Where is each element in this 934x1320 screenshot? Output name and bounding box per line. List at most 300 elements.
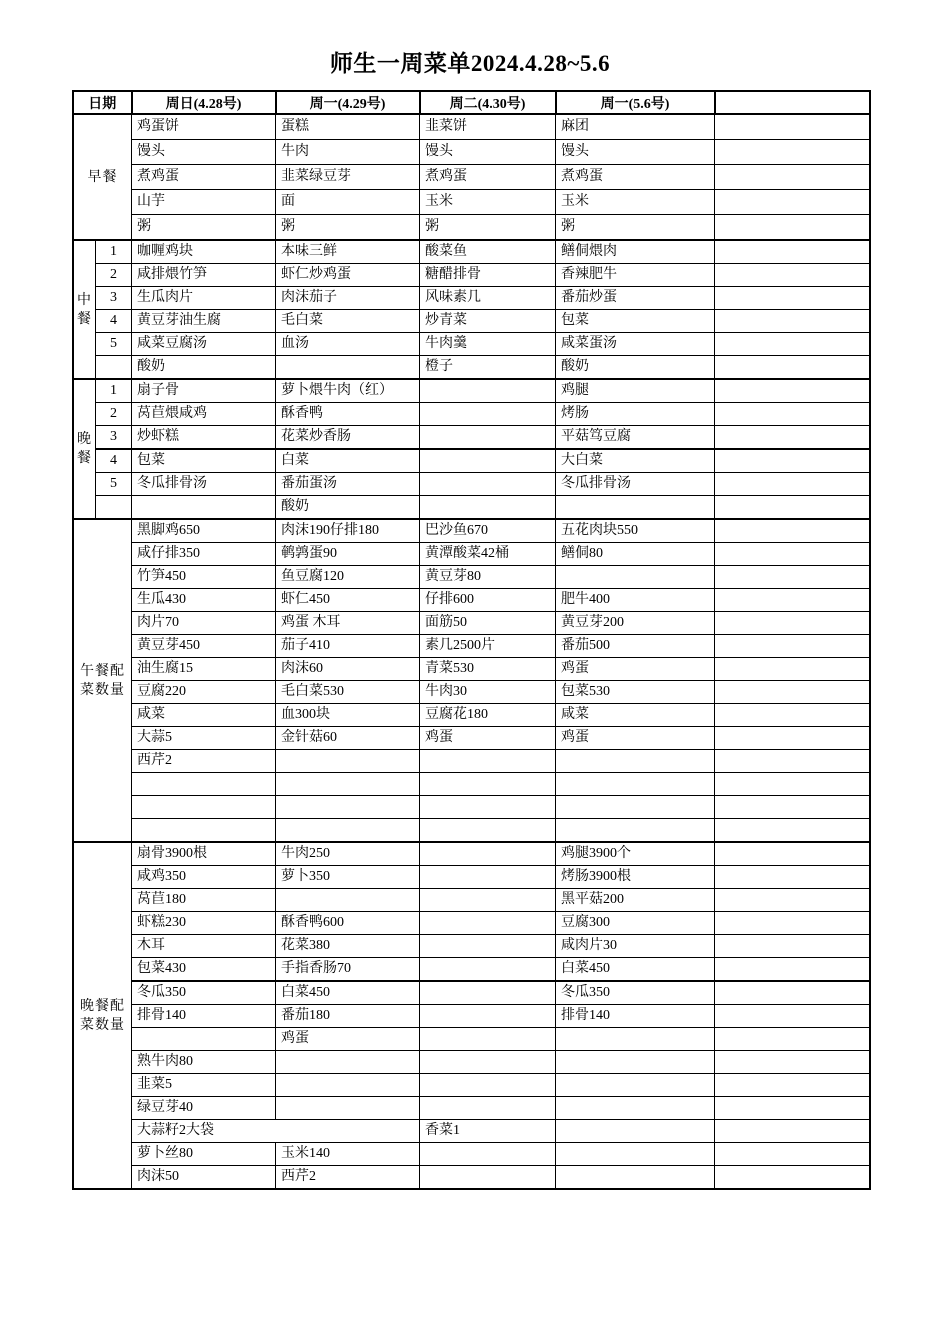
menu-cell <box>715 310 870 333</box>
menu-cell <box>715 866 870 889</box>
menu-cell <box>715 566 870 589</box>
menu-cell: 黄豆芽80 <box>420 566 556 589</box>
menu-cell <box>132 1028 276 1051</box>
menu-cell <box>276 356 420 380</box>
menu-cell: 山芋 <box>132 190 276 215</box>
menu-cell <box>132 796 276 819</box>
menu-cell: 咖喱鸡块 <box>132 240 276 264</box>
menu-cell <box>715 842 870 866</box>
menu-cell: 鹌鹑蛋90 <box>276 543 420 566</box>
menu-cell: 番茄蛋汤 <box>276 473 420 496</box>
menu-cell: 花菜炒香肠 <box>276 426 420 450</box>
menu-cell <box>420 866 556 889</box>
menu-cell: 黄潭酸菜42桶 <box>420 543 556 566</box>
table-body <box>73 114 870 1189</box>
menu-cell <box>715 1120 870 1143</box>
table-row <box>73 842 870 866</box>
menu-cell <box>715 287 870 310</box>
menu-cell <box>715 681 870 704</box>
header-day-5 <box>715 91 870 114</box>
menu-cell <box>715 1005 870 1028</box>
table-row <box>73 727 870 750</box>
table-row <box>73 1028 870 1051</box>
menu-cell <box>276 750 420 773</box>
menu-cell: 咸菜 <box>132 704 276 727</box>
menu-cell <box>420 1005 556 1028</box>
menu-cell <box>715 333 870 356</box>
menu-cell: 酥香鸭 <box>276 403 420 426</box>
menu-cell: 馒头 <box>556 140 715 165</box>
menu-cell <box>420 981 556 1005</box>
menu-cell <box>276 796 420 819</box>
menu-cell: 本味三鲜 <box>276 240 420 264</box>
table-row <box>73 356 870 380</box>
menu-cell: 鳝侗煨肉 <box>556 240 715 264</box>
menu-cell: 炒虾糕 <box>132 426 276 450</box>
menu-cell: 蛋糕 <box>276 114 420 140</box>
table-row <box>73 426 870 450</box>
menu-cell: 肉沫60 <box>276 658 420 681</box>
menu-cell: 白菜 <box>276 449 420 473</box>
menu-cell: 烤肠3900根 <box>556 866 715 889</box>
menu-cell: 毛白菜530 <box>276 681 420 704</box>
menu-cell <box>132 496 276 520</box>
menu-cell: 粥 <box>556 215 715 241</box>
menu-cell: 咸鸡350 <box>132 866 276 889</box>
page-title: 师生一周菜单2024.4.28~5.6 <box>329 51 611 76</box>
table-row <box>73 519 870 543</box>
table-row <box>73 635 870 658</box>
table-row <box>73 1166 870 1190</box>
menu-cell: 鸡蛋 木耳 <box>276 612 420 635</box>
menu-cell <box>420 750 556 773</box>
row-number: 5 <box>96 473 132 496</box>
section-label: 早餐 <box>73 114 132 240</box>
menu-cell <box>715 356 870 380</box>
menu-cell: 豆腐花180 <box>420 704 556 727</box>
menu-cell: 黑平菇200 <box>556 889 715 912</box>
table-row <box>73 912 870 935</box>
menu-cell <box>715 240 870 264</box>
table-row <box>73 658 870 681</box>
menu-cell <box>556 819 715 843</box>
menu-cell <box>420 1166 556 1190</box>
table-row <box>73 215 870 241</box>
menu-cell: 酸菜鱼 <box>420 240 556 264</box>
table-row <box>73 1097 870 1120</box>
menu-cell <box>715 519 870 543</box>
table-row <box>73 140 870 165</box>
menu-cell: 虾仁450 <box>276 589 420 612</box>
table-row <box>73 287 870 310</box>
menu-cell <box>715 1028 870 1051</box>
menu-cell: 油生腐15 <box>132 658 276 681</box>
menu-cell <box>276 819 420 843</box>
menu-cell: 黄豆芽450 <box>132 635 276 658</box>
table-row <box>73 496 870 520</box>
menu-cell: 鸡蛋 <box>420 727 556 750</box>
menu-cell: 手指香肠70 <box>276 958 420 982</box>
menu-cell: 馒头 <box>420 140 556 165</box>
menu-cell <box>715 1097 870 1120</box>
table-row <box>73 379 870 403</box>
menu-cell <box>420 935 556 958</box>
row-number: 5 <box>96 333 132 356</box>
menu-cell: 酸奶 <box>276 496 420 520</box>
menu-cell: 平菇笃豆腐 <box>556 426 715 450</box>
menu-cell: 馒头 <box>132 140 276 165</box>
menu-cell <box>715 1143 870 1166</box>
menu-cell: 面 <box>276 190 420 215</box>
menu-cell: 青菜530 <box>420 658 556 681</box>
menu-cell <box>715 958 870 982</box>
menu-cell: 麻团 <box>556 114 715 140</box>
menu-cell: 虾糕230 <box>132 912 276 935</box>
table-row <box>73 165 870 190</box>
menu-cell: 冬瓜350 <box>556 981 715 1005</box>
menu-cell: 生瓜430 <box>132 589 276 612</box>
menu-cell <box>715 1166 870 1190</box>
section-label: 晚餐配菜数量 <box>73 842 132 1189</box>
menu-cell: 毛白菜 <box>276 310 420 333</box>
menu-cell: 咸肉片30 <box>556 935 715 958</box>
menu-cell <box>420 842 556 866</box>
menu-cell <box>276 1051 420 1074</box>
menu-cell <box>420 889 556 912</box>
menu-cell: 竹笋450 <box>132 566 276 589</box>
menu-cell: 素几2500片 <box>420 635 556 658</box>
table-row <box>73 819 870 843</box>
menu-cell: 番茄180 <box>276 1005 420 1028</box>
table-row <box>73 1074 870 1097</box>
menu-cell <box>715 543 870 566</box>
menu-cell <box>715 704 870 727</box>
menu-cell: 香辣肥牛 <box>556 264 715 287</box>
table-row <box>73 866 870 889</box>
menu-cell: 血汤 <box>276 333 420 356</box>
menu-cell: 白菜450 <box>276 981 420 1005</box>
menu-cell: 包菜 <box>556 310 715 333</box>
menu-cell: 大蒜5 <box>132 727 276 750</box>
menu-cell: 鸡蛋饼 <box>132 114 276 140</box>
table-row <box>73 240 870 264</box>
menu-cell: 韭菜5 <box>132 1074 276 1097</box>
table-row <box>73 566 870 589</box>
menu-cell <box>276 1074 420 1097</box>
menu-cell: 大白菜 <box>556 449 715 473</box>
menu-cell: 鸡蛋 <box>556 727 715 750</box>
menu-cell <box>556 1143 715 1166</box>
table-row <box>73 1143 870 1166</box>
menu-cell: 橙子 <box>420 356 556 380</box>
menu-cell <box>420 1074 556 1097</box>
menu-cell: 炒青菜 <box>420 310 556 333</box>
menu-cell: 豆腐300 <box>556 912 715 935</box>
menu-cell: 糖醋排骨 <box>420 264 556 287</box>
menu-cell: 萝卜丝80 <box>132 1143 276 1166</box>
menu-cell <box>556 1028 715 1051</box>
menu-cell: 酸奶 <box>556 356 715 380</box>
menu-cell <box>715 190 870 215</box>
menu-cell <box>420 1051 556 1074</box>
menu-cell: 牛肉250 <box>276 842 420 866</box>
menu-cell: 牛肉30 <box>420 681 556 704</box>
menu-cell: 酥香鸭600 <box>276 912 420 935</box>
menu-cell: 牛肉羹 <box>420 333 556 356</box>
menu-cell <box>715 612 870 635</box>
menu-cell <box>556 1120 715 1143</box>
menu-cell: 西芹2 <box>132 750 276 773</box>
menu-cell: 萝卜煨牛肉（红） <box>276 379 420 403</box>
menu-cell <box>715 819 870 843</box>
menu-cell: 肉沫190仔排180 <box>276 519 420 543</box>
row-number: 2 <box>96 403 132 426</box>
row-number <box>96 496 132 520</box>
menu-cell: 酸奶 <box>132 356 276 380</box>
menu-cell: 煮鸡蛋 <box>556 165 715 190</box>
menu-cell <box>420 449 556 473</box>
menu-cell <box>556 496 715 520</box>
menu-cell <box>715 981 870 1005</box>
menu-cell: 咸菜 <box>556 704 715 727</box>
menu-cell: 排骨140 <box>132 1005 276 1028</box>
menu-cell: 萝卜350 <box>276 866 420 889</box>
menu-cell: 排骨140 <box>556 1005 715 1028</box>
menu-cell <box>715 140 870 165</box>
menu-cell: 熟牛肉80 <box>132 1051 276 1074</box>
table-header <box>73 91 870 114</box>
menu-cell: 鱼豆腐120 <box>276 566 420 589</box>
menu-cell <box>715 889 870 912</box>
table-row <box>73 704 870 727</box>
menu-cell: 面筋50 <box>420 612 556 635</box>
menu-cell: 仔排600 <box>420 589 556 612</box>
menu-cell: 番茄500 <box>556 635 715 658</box>
menu-cell <box>420 912 556 935</box>
menu-cell: 粥 <box>276 215 420 241</box>
menu-cell: 肥牛400 <box>556 589 715 612</box>
menu-cell <box>715 215 870 241</box>
row-number: 1 <box>96 240 132 264</box>
menu-cell <box>715 114 870 140</box>
menu-cell: 玉米140 <box>276 1143 420 1166</box>
menu-cell <box>715 912 870 935</box>
table-row <box>73 1005 870 1028</box>
menu-cell: 豆腐220 <box>132 681 276 704</box>
menu-cell: 肉片70 <box>132 612 276 635</box>
table-row <box>73 612 870 635</box>
menu-cell: 风味素几 <box>420 287 556 310</box>
menu-cell: 肉沫茄子 <box>276 287 420 310</box>
row-number: 3 <box>96 426 132 450</box>
menu-cell <box>276 1097 420 1120</box>
table-row <box>73 310 870 333</box>
menu-cell <box>715 796 870 819</box>
menu-table <box>72 90 871 1190</box>
table-row <box>73 750 870 773</box>
menu-cell <box>420 403 556 426</box>
menu-cell <box>715 426 870 450</box>
menu-cell <box>715 264 870 287</box>
menu-cell <box>715 403 870 426</box>
header-day-3: 周二(4.30号) <box>420 91 556 114</box>
table-row <box>73 981 870 1005</box>
header-day-1: 周日(4.28号) <box>132 91 276 114</box>
menu-cell: 韭菜饼 <box>420 114 556 140</box>
table-row <box>73 1051 870 1074</box>
menu-cell: 咸仔排350 <box>132 543 276 566</box>
menu-cell: 包菜530 <box>556 681 715 704</box>
menu-cell <box>420 379 556 403</box>
menu-cell <box>715 658 870 681</box>
menu-cell: 木耳 <box>132 935 276 958</box>
menu-cell <box>556 750 715 773</box>
menu-cell <box>276 773 420 796</box>
menu-cell: 鸡蛋 <box>556 658 715 681</box>
menu-cell <box>715 473 870 496</box>
table-row <box>73 935 870 958</box>
table-row <box>73 543 870 566</box>
table-row <box>73 773 870 796</box>
menu-cell <box>556 566 715 589</box>
table-row <box>73 1120 870 1143</box>
menu-cell: 血300块 <box>276 704 420 727</box>
menu-cell: 咸菜蛋汤 <box>556 333 715 356</box>
menu-cell: 绿豆芽40 <box>132 1097 276 1120</box>
menu-cell: 虾仁炒鸡蛋 <box>276 264 420 287</box>
menu-cell: 金针菇60 <box>276 727 420 750</box>
menu-cell <box>420 1097 556 1120</box>
menu-cell <box>556 1051 715 1074</box>
menu-cell: 鸡蛋 <box>276 1028 420 1051</box>
menu-cell <box>420 796 556 819</box>
menu-cell: 巴沙鱼670 <box>420 519 556 543</box>
table-row <box>73 681 870 704</box>
menu-cell: 粥 <box>132 215 276 241</box>
menu-cell: 咸排煨竹笋 <box>132 264 276 287</box>
table-row <box>73 190 870 215</box>
menu-cell <box>420 473 556 496</box>
menu-cell: 冬瓜排骨汤 <box>556 473 715 496</box>
menu-cell: 玉米 <box>556 190 715 215</box>
menu-cell <box>420 496 556 520</box>
menu-cell: 鳝侗80 <box>556 543 715 566</box>
menu-cell: 煮鸡蛋 <box>420 165 556 190</box>
menu-cell <box>556 773 715 796</box>
menu-cell <box>715 773 870 796</box>
menu-cell: 茄子410 <box>276 635 420 658</box>
table-row <box>73 889 870 912</box>
row-number <box>96 356 132 380</box>
menu-cell: 黑脚鸡650 <box>132 519 276 543</box>
menu-cell: 黄豆芽200 <box>556 612 715 635</box>
menu-cell <box>420 426 556 450</box>
row-number: 1 <box>96 379 132 403</box>
menu-cell <box>420 773 556 796</box>
row-number: 3 <box>96 287 132 310</box>
table-row <box>73 264 870 287</box>
menu-cell <box>420 958 556 982</box>
section-label: 晚餐 <box>73 379 96 519</box>
menu-cell: 花菜380 <box>276 935 420 958</box>
row-number: 2 <box>96 264 132 287</box>
table-row <box>73 333 870 356</box>
menu-cell <box>132 819 276 843</box>
menu-cell: 包菜 <box>132 449 276 473</box>
menu-cell: 番茄炒蛋 <box>556 287 715 310</box>
menu-cell <box>420 1028 556 1051</box>
menu-cell <box>715 165 870 190</box>
menu-cell <box>276 889 420 912</box>
menu-cell <box>715 589 870 612</box>
menu-cell: 西芹2 <box>276 1166 420 1190</box>
menu-cell: 韭菜绿豆芽 <box>276 165 420 190</box>
menu-cell: 煮鸡蛋 <box>132 165 276 190</box>
menu-cell: 白菜450 <box>556 958 715 982</box>
menu-cell <box>556 796 715 819</box>
menu-cell: 咸菜豆腐汤 <box>132 333 276 356</box>
table-row <box>73 473 870 496</box>
header-date: 日期 <box>73 91 132 114</box>
menu-cell: 玉米 <box>420 190 556 215</box>
menu-cell <box>715 1074 870 1097</box>
table-row <box>73 796 870 819</box>
header-day-4: 周一(5.6号) <box>556 91 715 114</box>
menu-cell <box>556 1166 715 1190</box>
table-row <box>73 403 870 426</box>
menu-cell <box>556 1097 715 1120</box>
menu-cell <box>420 819 556 843</box>
menu-cell <box>715 727 870 750</box>
menu-cell: 扇子骨 <box>132 379 276 403</box>
menu-cell <box>715 496 870 520</box>
table-row <box>73 114 870 140</box>
row-number: 4 <box>96 449 132 473</box>
menu-cell <box>556 1074 715 1097</box>
menu-cell <box>715 635 870 658</box>
table-row <box>73 958 870 982</box>
menu-cell: 五花肉块550 <box>556 519 715 543</box>
menu-cell: 黄豆芽油生腐 <box>132 310 276 333</box>
section-label: 中餐 <box>73 240 96 379</box>
table-row <box>73 449 870 473</box>
menu-cell <box>132 773 276 796</box>
menu-cell: 冬瓜350 <box>132 981 276 1005</box>
menu-cell: 粥 <box>420 215 556 241</box>
menu-cell <box>715 935 870 958</box>
menu-cell: 牛肉 <box>276 140 420 165</box>
menu-cell <box>715 750 870 773</box>
menu-cell <box>420 1143 556 1166</box>
table-row <box>73 589 870 612</box>
menu-cell: 大蒜籽2大袋 <box>132 1120 420 1143</box>
menu-cell: 鸡腿 <box>556 379 715 403</box>
row-number: 4 <box>96 310 132 333</box>
menu-cell: 冬瓜排骨汤 <box>132 473 276 496</box>
menu-cell: 烤肠 <box>556 403 715 426</box>
menu-cell: 莴苣180 <box>132 889 276 912</box>
menu-cell: 扇骨3900根 <box>132 842 276 866</box>
menu-cell: 莴苣煨咸鸡 <box>132 403 276 426</box>
menu-cell <box>715 449 870 473</box>
menu-cell: 肉沫50 <box>132 1166 276 1190</box>
menu-cell: 生瓜肉片 <box>132 287 276 310</box>
header-row <box>73 91 870 114</box>
menu-cell: 香菜1 <box>420 1120 556 1143</box>
menu-cell <box>715 1051 870 1074</box>
menu-cell <box>715 379 870 403</box>
menu-cell: 包菜430 <box>132 958 276 982</box>
